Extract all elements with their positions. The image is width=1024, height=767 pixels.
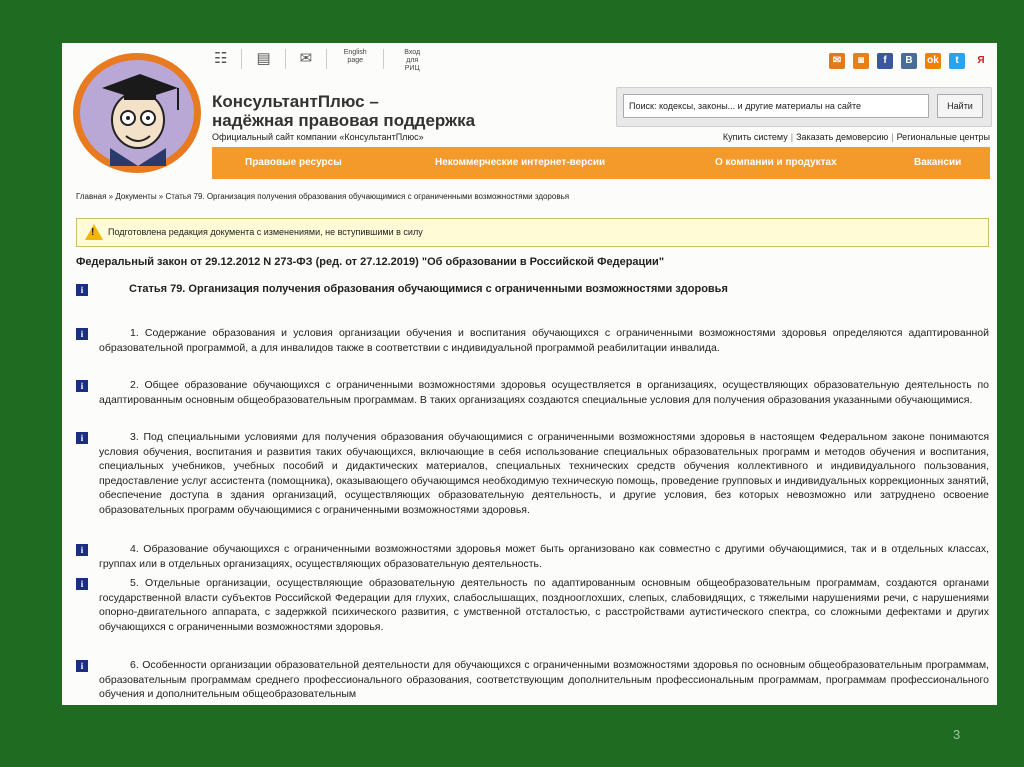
- info-icon[interactable]: i: [76, 578, 88, 590]
- warning-banner: [76, 218, 989, 247]
- paragraph-3: 3. Под специальными условиями для получения образования обучающимися с ограниченными возможностями здоровья в настоящем Федеральном законе понимаются условия обучения, воспитания и развития таких обучающихся, включающие в себя использование специальных образовательных программ и методов обучения и воспитания, специальных учебников, учебных пособий и дидактических материалов, специальных технических средств обучения коллективного и индивидуального пользования, предоставление услуг ассистента (помощника), оказывающего обучающимся необходимую техническую помощь, проведение групповых и индивидуальных коррекционных занятий, обеспечение доступа в здания организаций, осуществляющих образовательную деятельность, и другие условия, без которых невозможно или затруднено освоение образовательных программ обучающимися с ограниченными возможностями здоровья.: [99, 431, 989, 516]
- brand-title-line2[interactable]: надёжная правовая поддержка: [212, 111, 476, 130]
- english-page-link[interactable]: English page: [343, 49, 367, 64]
- brand-title-line1[interactable]: КонсультантПлюс –: [212, 92, 379, 111]
- warning-text: Подготовлена редакция документа с изменениями, не вступившими в силу: [108, 227, 423, 237]
- search-input[interactable]: Поиск: кодексы, законы... и другие материалы на сайте: [623, 94, 929, 118]
- paragraph-1: 1. Содержание образования и условия организации обучения и воспитания обучающихся с ограниченными возможностями здоровья определяются адаптированной образовательной программой, а для инвалидов также в соответствии с индивидуальной программой реабилитации инвалида.: [99, 327, 989, 354]
- divider: [285, 49, 286, 69]
- twitter-icon[interactable]: t: [949, 53, 965, 69]
- main-nav: [212, 147, 990, 179]
- odnoklassniki-icon[interactable]: ok: [925, 53, 941, 69]
- info-icon[interactable]: i: [76, 432, 88, 444]
- paragraph-5: 5. Отдельные организации, осуществляющие образовательную деятельность по адаптированным основным общеобразовательным программам, создаются органами государственной власти субъектов Российской Федерации для глухих, слабослышащих, позднооглохших, слепых, слабовидящих, с тяжелыми нарушениями речи, с нарушениями опорно-двигательного аппарата, с задержкой психического развития, с умственной отсталостью, с расстройствами аутистического спектра, со сложными дефектами и других обучающихся с ограниченными возможностями здоровья.: [99, 577, 989, 633]
- divider: [241, 49, 242, 69]
- vk-icon[interactable]: B: [901, 53, 917, 69]
- info-icon[interactable]: i: [76, 328, 88, 340]
- nav-legal-resources[interactable]: Правовые ресурсы: [245, 157, 342, 168]
- buy-system-link[interactable]: Купить систему: [722, 132, 788, 142]
- top-utility-bar: [214, 49, 426, 73]
- nav-vacancies[interactable]: Вакансии: [914, 157, 962, 168]
- brand-subtitle: Официальный сайт компании «КонсультантПлюс»: [212, 132, 424, 142]
- info-icon[interactable]: i: [76, 380, 88, 392]
- divider: |: [790, 132, 794, 142]
- warning-mark: !: [91, 227, 95, 238]
- mail-icon[interactable]: ✉: [829, 53, 845, 69]
- info-icon[interactable]: i: [76, 284, 88, 296]
- sitemap-icon[interactable]: ☷: [214, 50, 228, 67]
- info-icon[interactable]: i: [76, 544, 88, 556]
- divider: |: [891, 132, 894, 142]
- header-links: [723, 132, 990, 142]
- ric-login-link[interactable]: Вход для РИЦ: [404, 49, 421, 72]
- divider: [383, 49, 384, 69]
- social-icons: [829, 53, 989, 69]
- logo-professor-image: [80, 60, 194, 166]
- mail-icon[interactable]: ✉: [299, 50, 313, 67]
- divider: [326, 49, 327, 69]
- regional-centers-link[interactable]: Региональные центры: [896, 132, 990, 142]
- order-demo-link[interactable]: Заказать демоверсию: [796, 132, 889, 142]
- paragraph-6: 6. Особенности организации образовательной деятельности для обучающихся с ограниченными возможностями здоровья по основным общеобразовательным программам, образовательным программам среднего профессионального образования, соответствующим дополнительным профессиональным программам, программам профессионального обучения и дополнительным общеобразовательным: [99, 659, 989, 700]
- law-title: Федеральный закон от 29.12.2012 N 273-ФЗ (ред. от 27.12.2019) "Об образовании в Российской Федерации": [76, 256, 665, 268]
- paragraph-2: 2. Общее образование обучающихся с ограниченными возможностями здоровья осуществляется в организациях, осуществляющих образовательную деятельность по адаптированным основным общеобразовательным программам. В таких организациях создаются специальные условия для получения образования указанными обучающимися.: [99, 379, 989, 406]
- article-title: Статья 79. Организация получения образования обучающимися с ограниченными возможностями здоровья: [129, 283, 728, 295]
- browser-page: [62, 43, 997, 705]
- rss-icon[interactable]: ◙: [853, 53, 869, 69]
- breadcrumb[interactable]: Главная » Документы » Статья 79. Организация получения образования обучающимися с ограниченными возможностями здоровья: [76, 192, 570, 201]
- search-button[interactable]: Найти: [937, 94, 983, 118]
- print-icon[interactable]: ▤: [256, 50, 271, 67]
- search-panel: [616, 87, 992, 127]
- consultant-logo[interactable]: [73, 53, 201, 173]
- slide-number: 3: [953, 727, 961, 742]
- nav-noncommercial-versions[interactable]: Некоммерческие интернет-версии: [435, 157, 606, 168]
- info-icon[interactable]: i: [76, 660, 88, 672]
- yandex-icon[interactable]: Я: [977, 55, 985, 66]
- nav-about-company[interactable]: О компании и продуктах: [715, 157, 837, 168]
- facebook-icon[interactable]: f: [877, 53, 893, 69]
- paragraph-4: 4. Образование обучающихся с ограниченными возможностями здоровья может быть организовано как совместно с другими обучающимися, так и в отдельных классах, группах или в отдельных организациях, осуществляющих образовательную деятельность.: [99, 543, 989, 570]
